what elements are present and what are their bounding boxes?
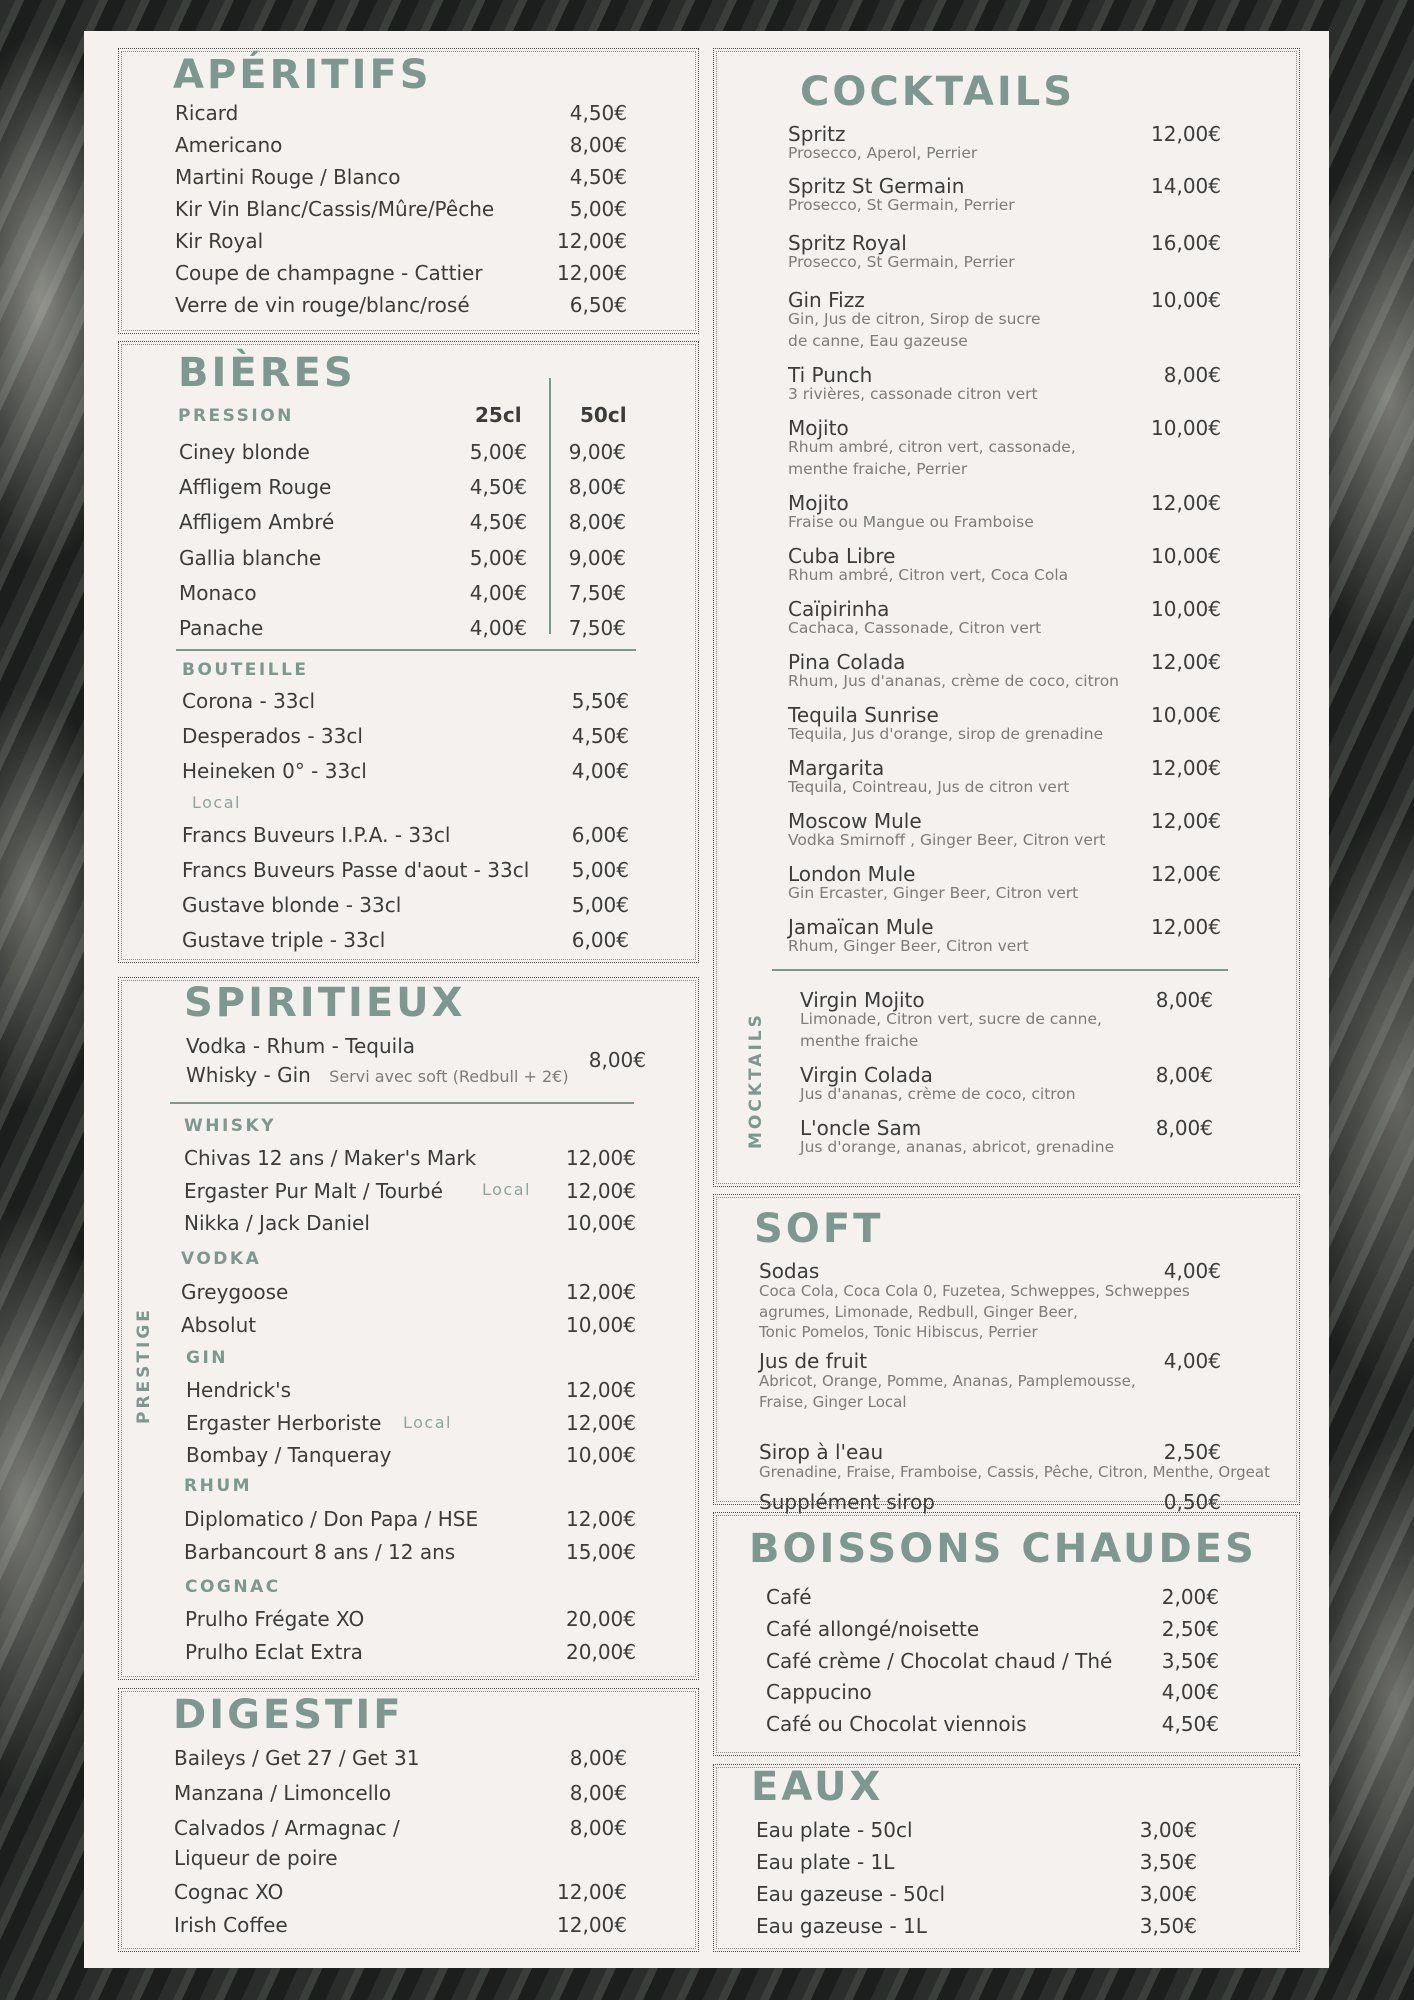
whisky-name: Chivas 12 ans / Maker's Mark (184, 1146, 477, 1170)
eaux-section (713, 1764, 1300, 1952)
cocktail-price: 10,00€ (1151, 597, 1221, 621)
cocktail-desc-line2: menthe fraiche, Perrier (788, 460, 968, 478)
beer-price-50cl: 9,00€ (568, 440, 626, 464)
beer-price-50cl: 8,00€ (568, 475, 626, 500)
mocktail-desc: Jus d'orange, ananas, abricot, grenadine (800, 1138, 1115, 1156)
cocktail-desc: Tequila, Cointreau, Jus de citron vert (788, 778, 1070, 796)
item-price: 4,00€ (571, 759, 629, 783)
soft-price: 4,00€ (1163, 1259, 1221, 1283)
cocktail-name: Caïpirinha (788, 597, 890, 621)
cocktail-name: Mojito (788, 491, 849, 515)
cocktail-price: 12,00€ (1151, 915, 1221, 939)
item-name: Kir Royal (175, 229, 264, 253)
item-name: Café ou Chocolat viennois (766, 1712, 1027, 1737)
item-price: 4,50€ (1161, 1712, 1219, 1737)
cocktail-desc: Rhum, Jus d'ananas, crème de coco, citron (788, 672, 1120, 690)
beer-price-50cl: 9,00€ (568, 545, 626, 570)
cocktail-name: Jamaïcan Mule (788, 915, 934, 939)
soft-name: Sodas (759, 1259, 820, 1283)
cocktail-name: Margarita (788, 756, 885, 780)
item-price: 6,00€ (571, 823, 629, 847)
digestif-price: 12,00€ (557, 1913, 627, 1937)
spirits-line-2 (186, 1062, 569, 1088)
mocktail-price: 8,00€ (1155, 1063, 1213, 1087)
gin-price: 12,00€ (566, 1378, 636, 1402)
beer-price-25cl: 5,00€ (469, 440, 527, 464)
digestif-name: Manzana / Limoncello (174, 1781, 392, 1805)
item-price: 5,00€ (571, 893, 629, 917)
prestige-label: PRESTIGE (134, 1307, 154, 1424)
cocktail-name: Gin Fizz (788, 288, 865, 312)
whisky-price: 12,00€ (566, 1178, 636, 1203)
mocktail-name: L'oncle Sam (800, 1116, 922, 1140)
cocktail-desc: Rhum ambré, Citron vert, Coca Cola (788, 566, 1069, 584)
digestif-title: DIGESTIF (173, 1692, 404, 1738)
beer-price-25cl: 4,50€ (469, 510, 527, 535)
soft-price: 0,50€ (1163, 1490, 1221, 1514)
cocktail-name: Pina Colada (788, 650, 906, 674)
item-name: Francs Buveurs I.P.A. - 33cl (182, 823, 451, 847)
item-name: Eau plate - 1L (756, 1850, 895, 1874)
col-50cl: 50cl (580, 403, 627, 427)
boissons-chaudes-section (713, 1512, 1300, 1756)
gin-label: GIN (186, 1348, 229, 1368)
mocktails-label: MOCKTAILS (746, 1012, 766, 1149)
pression-bottom-rule (176, 649, 636, 651)
vodka-name: Absolut (181, 1312, 257, 1337)
whisky-name: Ergaster Pur Malt / Tourbé (184, 1178, 443, 1203)
item-price: 4,50€ (569, 101, 627, 125)
cocktail-desc: Prosecco, St Germain, Perrier (788, 196, 1015, 214)
mocktail-desc-line2: menthe fraiche (800, 1032, 919, 1050)
spirits-line-2-text: Whisky - Gin (186, 1063, 311, 1087)
soft-price: 4,00€ (1163, 1349, 1221, 1373)
digestif-name: Irish Coffee (174, 1913, 288, 1937)
bieres-title: BIÈRES (178, 350, 356, 396)
cocktail-price: 14,00€ (1151, 174, 1221, 198)
col-25cl: 25cl (475, 403, 522, 427)
cocktail-price: 12,00€ (1151, 862, 1221, 886)
cocktail-price: 12,00€ (1151, 122, 1221, 146)
whisky-price: 10,00€ (566, 1211, 636, 1235)
whisky-name: Nikka / Jack Daniel (184, 1211, 370, 1235)
cocktail-name: Spritz Royal (788, 231, 907, 255)
beer-price-50cl: 8,00€ (568, 510, 626, 535)
beer-price-25cl: 5,00€ (469, 545, 527, 570)
beer-name: Gallia blanche (179, 545, 322, 570)
item-price: 6,50€ (569, 293, 627, 317)
whisky-local-tag: Local (482, 1180, 531, 1199)
soft-desc: Tonic Pomelos, Tonic Hibiscus, Perrier (759, 1323, 1038, 1341)
soft-name: Sirop à l'eau (759, 1440, 884, 1464)
cocktail-desc: Fraise ou Mangue ou Framboise (788, 513, 1034, 531)
beer-name: Affligem Ambré (179, 510, 335, 535)
soft-price: 2,50€ (1163, 1440, 1221, 1464)
cocktail-name: Tequila Sunrise (788, 703, 939, 727)
cocktail-price: 12,00€ (1151, 756, 1221, 780)
mocktail-desc: Jus d'ananas, crème de coco, citron (800, 1085, 1076, 1103)
item-price: 4,00€ (1161, 1680, 1219, 1705)
item-name: Corona - 33cl (182, 689, 316, 713)
aperitifs-title: APÉRITIFS (173, 52, 432, 98)
boissons-chaudes-title: BOISSONS CHAUDES (749, 1526, 1257, 1572)
digestif-section (118, 1688, 699, 1952)
spirits-price: 8,00€ (588, 1048, 646, 1072)
item-price: 4,50€ (569, 165, 627, 189)
cognac-label: COGNAC (185, 1577, 281, 1597)
soft-title: SOFT (754, 1206, 884, 1252)
cocktail-desc-line2: de canne, Eau gazeuse (788, 332, 968, 350)
cocktail-desc: 3 rivières, cassonade citron vert (788, 385, 1038, 403)
cocktail-name: Ti Punch (788, 363, 873, 387)
menu-sheet (84, 31, 1329, 1968)
whisky-label: WHISKY (184, 1116, 277, 1136)
item-name: Cappucino (766, 1680, 872, 1705)
mocktail-price: 8,00€ (1155, 1116, 1213, 1140)
item-name: Verre de vin rouge/blanc/rosé (175, 293, 470, 317)
soft-desc: Fraise, Ginger Local (759, 1392, 907, 1411)
rhum-name: Barbancourt 8 ans / 12 ans (184, 1539, 456, 1564)
cocktail-name: Spritz (788, 122, 846, 146)
cocktail-desc: Prosecco, Aperol, Perrier (788, 144, 978, 162)
rhum-price: 12,00€ (566, 1507, 636, 1531)
soft-name: Jus de fruit (759, 1349, 868, 1373)
item-price: 3,00€ (1139, 1882, 1197, 1906)
digestif-price: 8,00€ (569, 1746, 627, 1770)
digestif-name: Cognac XO (174, 1880, 284, 1904)
item-price: 3,50€ (1161, 1648, 1219, 1673)
cocktail-desc: Gin Ercaster, Ginger Beer, Citron vert (788, 884, 1079, 902)
beer-name: Monaco (179, 580, 257, 605)
cocktail-desc: Cachaca, Cassonade, Citron vert (788, 619, 1042, 637)
cocktail-price: 10,00€ (1151, 416, 1221, 440)
item-price: 5,00€ (569, 197, 627, 221)
item-price: 3,00€ (1139, 1818, 1197, 1842)
item-price: 3,50€ (1139, 1914, 1197, 1938)
item-price: 5,00€ (571, 858, 629, 882)
item-name: Kir Vin Blanc/Cassis/Mûre/Pêche (175, 197, 495, 221)
cocktail-desc: Vodka Smirnoff , Ginger Beer, Citron vert (788, 831, 1106, 849)
bouteille-label: BOUTEILLE (182, 660, 309, 680)
vodka-name: Greygoose (181, 1280, 289, 1304)
item-name: Eau gazeuse - 1L (756, 1914, 927, 1938)
local-label: Local (192, 793, 241, 812)
item-price: 4,50€ (571, 724, 629, 748)
gin-local-tag: Local (403, 1413, 452, 1432)
cocktail-name: Spritz St Germain (788, 174, 965, 198)
spiritueux-title: SPIRITIEUX (184, 980, 466, 1026)
cocktail-price: 10,00€ (1151, 544, 1221, 568)
item-name: Heineken 0° - 33cl (182, 759, 367, 783)
soft-section (713, 1194, 1300, 1514)
vodka-price: 12,00€ (566, 1280, 636, 1304)
item-price: 2,50€ (1161, 1616, 1219, 1641)
item-name: Coupe de champagne - Cattier (175, 261, 483, 285)
cocktail-name: Moscow Mule (788, 809, 922, 833)
cocktail-price: 16,00€ (1151, 231, 1221, 255)
item-price: 8,00€ (569, 133, 627, 157)
beer-name: Affligem Rouge (179, 475, 332, 500)
bieres-section (118, 341, 699, 963)
cocktail-name: Cuba Libre (788, 544, 896, 568)
item-price: 3,50€ (1139, 1850, 1197, 1874)
mocktail-desc: Limonade, Citron vert, sucre de canne, (800, 1010, 1102, 1028)
digestif-name: Calvados / Armagnac / (174, 1816, 400, 1840)
cognac-price: 20,00€ (566, 1639, 636, 1664)
cocktail-price: 12,00€ (1151, 809, 1221, 833)
item-name: Eau gazeuse - 50cl (756, 1882, 946, 1906)
cocktails-title: COCKTAILS (800, 69, 1076, 115)
whisky-price: 12,00€ (566, 1146, 636, 1170)
rhum-label: RHUM (184, 1476, 253, 1496)
item-name: Gustave blonde - 33cl (182, 893, 402, 917)
soft-desc: agrumes, Limonade, Redbull, Ginger Beer, (759, 1302, 1078, 1321)
cocktail-price: 8,00€ (1163, 363, 1221, 387)
mocktails-rule (772, 969, 1228, 971)
beer-price-25cl: 4,50€ (469, 475, 527, 500)
digestif-price: 8,00€ (569, 1781, 627, 1805)
item-name: Francs Buveurs Passe d'aout - 33cl (182, 858, 530, 882)
rhum-price: 15,00€ (566, 1539, 636, 1564)
beer-name: Panache (179, 616, 264, 640)
gin-price: 12,00€ (566, 1410, 636, 1435)
cocktail-desc: Rhum ambré, citron vert, cassonade, (788, 438, 1076, 456)
cocktail-name: Mojito (788, 416, 849, 440)
item-name: Gustave triple - 33cl (182, 928, 386, 952)
beer-price-25cl: 4,00€ (469, 580, 527, 605)
cocktail-price: 12,00€ (1151, 650, 1221, 674)
vodka-label: VODKA (181, 1249, 262, 1269)
item-name: Café allongé/noisette (766, 1616, 980, 1641)
gin-name: Ergaster Herboriste (186, 1410, 382, 1435)
gin-name: Bombay / Tanqueray (186, 1443, 392, 1467)
spirits-note: Servi avec soft (Redbull + 2€) (329, 1067, 569, 1086)
rhum-name: Diplomatico / Don Papa / HSE (184, 1507, 479, 1531)
item-name: Ricard (175, 101, 239, 125)
cocktail-desc: Prosecco, St Germain, Perrier (788, 253, 1015, 271)
item-price: 12,00€ (557, 261, 627, 285)
spiritueux-section (118, 977, 699, 1680)
beer-name: Ciney blonde (179, 440, 310, 464)
cocktail-price: 10,00€ (1151, 288, 1221, 312)
item-price: 12,00€ (557, 229, 627, 253)
soft-desc: Coca Cola, Coca Cola 0, Fuzetea, Schweppes, Schweppes (759, 1282, 1190, 1300)
digestif-name-line2: Liqueur de poire (174, 1846, 338, 1870)
item-price: 5,50€ (571, 689, 629, 713)
soft-desc: Abricot, Orange, Pomme, Ananas, Pamplemousse, (759, 1372, 1136, 1390)
beer-price-50cl: 7,50€ (568, 580, 626, 605)
item-name: Café crème / Chocolat chaud / Thé (766, 1648, 1113, 1673)
cognac-price: 20,00€ (566, 1607, 636, 1631)
mocktail-price: 8,00€ (1155, 988, 1213, 1012)
aperitifs-section (118, 48, 699, 334)
spirits-line-1: Vodka - Rhum - Tequila (186, 1034, 416, 1058)
digestif-price: 8,00€ (569, 1816, 627, 1840)
pression-label: PRESSION (178, 406, 294, 426)
cocktail-name: London Mule (788, 862, 916, 886)
digestif-price: 12,00€ (557, 1880, 627, 1904)
gin-price: 10,00€ (566, 1443, 636, 1467)
vodka-price: 10,00€ (566, 1312, 636, 1337)
cocktail-desc: Tequila, Jus d'orange, sirop de grenadine (788, 725, 1104, 743)
mocktail-name: Virgin Colada (800, 1063, 933, 1087)
cocktail-desc: Gin, Jus de citron, Sirop de sucre (788, 310, 1041, 328)
digestif-name: Baileys / Get 27 / Get 31 (174, 1746, 420, 1770)
spirits-rule (170, 1102, 634, 1104)
cocktail-price: 10,00€ (1151, 703, 1221, 727)
item-name: Desperados - 33cl (182, 724, 363, 748)
item-name: Martini Rouge / Blanco (175, 165, 401, 189)
item-price: 2,00€ (1161, 1585, 1219, 1609)
soft-name: Supplément sirop (759, 1490, 935, 1514)
item-price: 6,00€ (571, 928, 629, 952)
cocktail-desc: Rhum, Ginger Beer, Citron vert (788, 937, 1029, 955)
beer-price-25cl: 4,00€ (469, 616, 527, 640)
eaux-title: EAUX (751, 1764, 884, 1810)
cognac-name: Prulho Frégate XO (185, 1607, 365, 1631)
gin-name: Hendrick's (186, 1378, 291, 1402)
item-name: Eau plate - 50cl (756, 1818, 913, 1842)
item-name: Café (766, 1585, 812, 1609)
mocktail-name: Virgin Mojito (800, 988, 925, 1012)
cocktail-price: 12,00€ (1151, 491, 1221, 515)
cognac-name: Prulho Eclat Extra (185, 1639, 363, 1664)
cocktails-section (713, 48, 1300, 1187)
soft-desc: Grenadine, Fraise, Framboise, Cassis, Pêche, Citron, Menthe, Orgeat (759, 1463, 1270, 1481)
beer-price-50cl: 7,50€ (568, 616, 626, 640)
item-name: Americano (175, 133, 283, 157)
